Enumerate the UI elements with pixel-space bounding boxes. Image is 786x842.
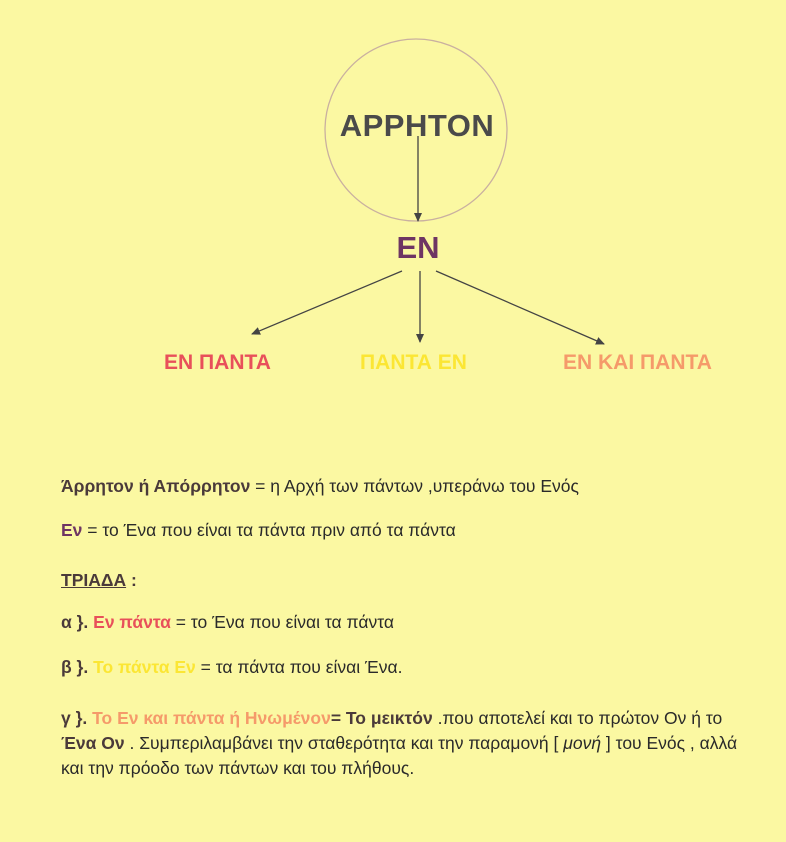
item-c-part2: . Συμπεριλαμβάνει την σταθερότητα και την παραμονή [ [124, 733, 564, 753]
triada-title: ΤΡΙΑΔΑ [61, 570, 127, 590]
child-node-en-kai-panta: ΕΝ ΚΑΙ ΠΑΝΤΑ [563, 351, 712, 374]
item-c-term: Το Εν και πάντα ή Ηνωμένον [87, 708, 331, 728]
definition-arrhton [61, 474, 761, 499]
triada-colon: : [126, 570, 137, 590]
child-node-panta-en: ΠΑΝΤΑ ΕΝ [360, 351, 467, 374]
item-c-eq: = Το [330, 708, 371, 728]
item-b-term: Το πάντα Εν [88, 657, 196, 677]
triada-item-a [61, 610, 761, 635]
def-arrhton: = η Αρχή των πάντων ,υπεράνω του Ενός [250, 476, 579, 496]
item-a-def: = το Ένα που είναι τα πάντα [170, 612, 394, 632]
arrow-en-to-child-1 [252, 271, 402, 334]
term-arrhton: Άρρητον ή Απόρρητον [61, 476, 251, 496]
item-a-label: α }. [61, 612, 89, 632]
arrow-en-to-child-3 [436, 271, 604, 344]
item-b-label: β }. [61, 657, 89, 677]
item-b-def: = τα πάντα που είναι Ένα. [195, 657, 403, 677]
item-c-ena-on: Ένα Ον [61, 733, 125, 753]
child-node-en-panta: ΕΝ ΠΑΝΤΑ [164, 351, 271, 374]
definition-en [61, 518, 761, 543]
triada-item-b [61, 655, 761, 680]
item-c-mikton: μεικτόν [370, 708, 433, 728]
term-en: Εν [61, 520, 83, 540]
def-en: = το Ένα που είναι τα πάντα πριν από τα πάντα [82, 520, 456, 540]
middle-node-label: ΕΝ [396, 230, 440, 265]
root-node-label: ΑΡΡΗΤΟΝ [339, 108, 495, 143]
triada-heading [61, 568, 761, 593]
item-a-term: Εν πάντα [88, 612, 171, 632]
item-c-part1: .που αποτελεί και το πρώτον Ον ή το [432, 708, 723, 728]
item-c-moni: μονή [563, 733, 602, 753]
item-c-label: γ }. [61, 708, 88, 728]
item-c-part3: ] του Ενός , αλλά και την πρόοδο των πάντων και του πλήθους. [61, 733, 738, 778]
triada-item-c [61, 706, 761, 781]
